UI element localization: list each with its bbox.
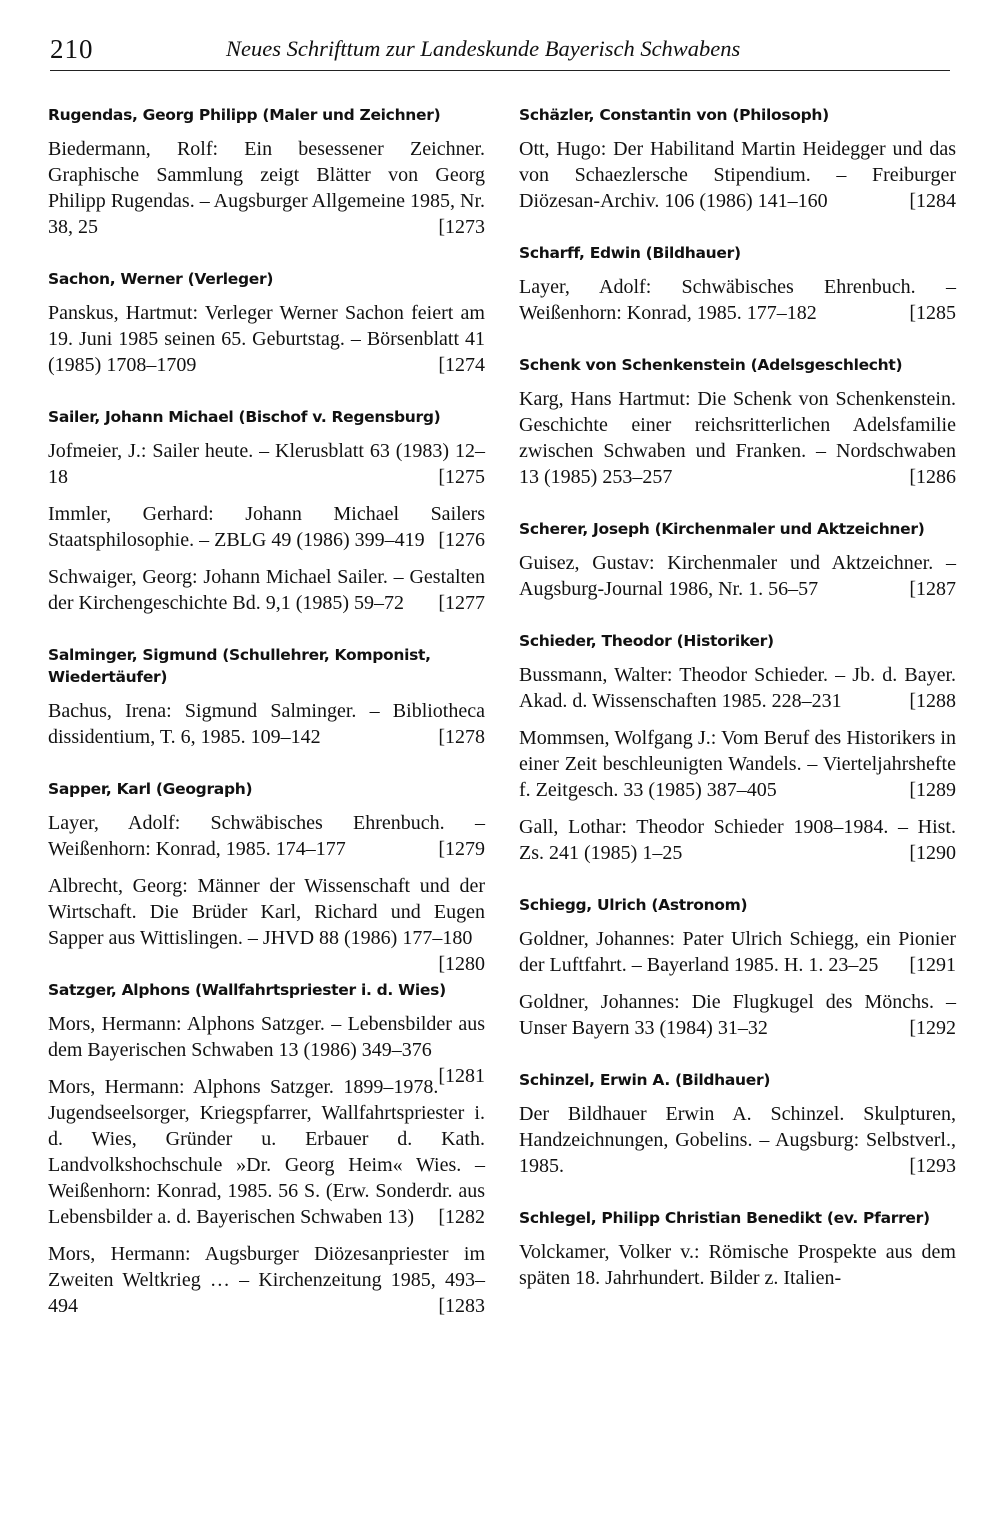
bibliography-entry: [48, 501, 485, 553]
bibliography-entry: [519, 274, 956, 326]
entry-number: [1286: [909, 466, 956, 488]
bibliography-entry: [48, 300, 485, 378]
bibliography-section: [48, 406, 485, 616]
bibliography-entry: [519, 1239, 956, 1291]
bibliography-section: [48, 979, 485, 1319]
entry-text: Panskus, Hartmut: Verleger Werner Sachon feiert am 19. Juni 1985 seinen 65. Geburtstag. – Börsenblatt 41 (1985) 1708–1709: [48, 302, 485, 376]
bibliography-entry: [519, 926, 956, 978]
section-heading: Schenk von Schenkenstein (Adelsgeschlecht): [519, 356, 903, 374]
bibliography-entry: [48, 873, 485, 975]
entry-number: [1273: [438, 216, 485, 238]
bibliography-section: [519, 104, 956, 214]
section-heading: Sapper, Karl (Geograph): [48, 780, 253, 798]
bibliography-section: [519, 354, 956, 490]
entry-number: [1282: [438, 1206, 485, 1228]
entry-text: Mommsen, Wolfgang J.: Vom Beruf des Historikers in einer Zeit beschleunigten Wandels. – Vierteljahrshefte f. Zeitgesch. 33 (1985) 387–405: [519, 727, 956, 801]
entry-text: Immler, Gerhard: Johann Michael Sailers Staatsphilosophie. – ZBLG 49 (1986) 399–419: [48, 503, 485, 551]
entry-number: [1281: [438, 1065, 485, 1087]
section-heading: Schäzler, Constantin von (Philosoph): [519, 106, 829, 124]
entry-text: Goldner, Johannes: Die Flugkugel des Mönchs. – Unser Bayern 33 (1984) 31–32: [519, 991, 956, 1039]
page-number: 210: [50, 34, 94, 64]
entry-text: Bachus, Irena: Sigmund Salminger. – Bibliotheca dissidentium, T. 6, 1985. 109–142: [48, 700, 485, 748]
entry-text: Layer, Adolf: Schwäbisches Ehrenbuch. – Weißenhorn: Konrad, 1985. 177–182: [519, 276, 956, 324]
section-heading: Sailer, Johann Michael (Bischof v. Regensburg): [48, 408, 441, 426]
bibliography-entry: [48, 810, 485, 862]
page-header: [50, 30, 950, 71]
running-title: Neues Schrifttum zur Landeskunde Bayerisch Schwabens: [226, 36, 741, 61]
bibliography-section: [519, 1207, 956, 1291]
bibliography-entry: [519, 814, 956, 866]
entry-text: Goldner, Johannes: Pater Ulrich Schiegg, ein Pionier der Luftfahrt. – Bayerland 1985. H. 1. 23–25: [519, 928, 956, 976]
entry-text: Biedermann, Rolf: Ein besessener Zeichner. Graphische Sammlung zeigt Blätter von Georg Philipp Rugendas. – Augsburger Allgemeine 1985, Nr. 38, 25: [48, 138, 485, 238]
entry-text: Jofmeier, J.: Sailer heute. – Klerusblatt 63 (1983) 12–18: [48, 440, 485, 488]
section-heading: Scherer, Joseph (Kirchenmaler und Aktzeichner): [519, 520, 925, 538]
bibliography-entry: [519, 725, 956, 803]
section-heading: Scharff, Edwin (Bildhauer): [519, 244, 741, 262]
entry-number: [1277: [438, 592, 485, 614]
entry-number: [1290: [909, 842, 956, 864]
entry-text: Schwaiger, Georg: Johann Michael Sailer. – Gestalten der Kirchengeschichte Bd. 9,1 (1985) 59–72: [48, 566, 485, 614]
bibliography-section: [519, 518, 956, 602]
bibliography-section: [519, 894, 956, 1041]
bibliography-section: [48, 644, 485, 750]
entry-number: [1285: [909, 302, 956, 324]
section-heading: Schieder, Theodor (Historiker): [519, 632, 774, 650]
bibliography-entry: [519, 1101, 956, 1179]
bibliography-entry: [48, 1241, 485, 1319]
entry-number: [1292: [909, 1017, 956, 1039]
bibliography-entry: [48, 564, 485, 616]
entry-text: Albrecht, Georg: Männer der Wissenschaft und der Wirtschaft. Die Brüder Karl, Richard und Eugen Sapper aus Wittislingen. – JHVD 88 (1986) 177–180: [48, 875, 485, 949]
bibliography-entry: [48, 136, 485, 240]
entry-number: [1279: [438, 838, 485, 860]
bibliography-entry: [48, 1074, 485, 1230]
entry-number: [1280: [438, 953, 485, 975]
entry-number: [1278: [438, 726, 485, 748]
bibliography-section: [519, 630, 956, 866]
bibliography-entry: [519, 989, 956, 1041]
entry-text: Bussmann, Walter: Theodor Schieder. – Jb. d. Bayer. Akad. d. Wissenschaften 1985. 228–231: [519, 664, 956, 712]
bibliography-entry: [48, 698, 485, 750]
entry-text: Mors, Hermann: Alphons Satzger. 1899–1978. Jugendseelsorger, Kriegspfarrer, Wallfahrtspriester i. d. Wies, Gründer u. Erbauer d. Kath. Landvolkshochschule »Dr. Georg Heim« Wies. – Weißenhorn: Konrad, 1985. 56 S. (Erw. Sonderdr. aus Lebensbilder a. d. Bayerischen Schwaben 13): [48, 1076, 485, 1228]
right-column: [519, 104, 956, 1319]
bibliography-entry: [519, 136, 956, 214]
entry-number: [1274: [438, 354, 485, 376]
entry-number: [1289: [909, 779, 956, 801]
bibliography-entry: [48, 438, 485, 490]
entry-number: [1288: [909, 690, 956, 712]
entry-text: Layer, Adolf: Schwäbisches Ehrenbuch. – Weißenhorn: Konrad, 1985. 174–177: [48, 812, 485, 860]
entry-number: [1283: [438, 1295, 485, 1317]
entry-text: Guisez, Gustav: Kirchenmaler und Aktzeichner. – Augsburg-Journal 1986, Nr. 1. 56–57: [519, 552, 956, 600]
entry-number: [1291: [909, 954, 956, 976]
bibliography-section: [48, 104, 485, 240]
section-heading: Satzger, Alphons (Wallfahrtspriester i. d. Wies): [48, 981, 446, 999]
bibliography-section: [519, 242, 956, 326]
bibliography-section: [519, 1069, 956, 1179]
section-heading: Schinzel, Erwin A. (Bildhauer): [519, 1071, 771, 1089]
section-heading: Rugendas, Georg Philipp (Maler und Zeichner): [48, 106, 441, 124]
left-column: [48, 104, 485, 1347]
section-heading: Sachon, Werner (Verleger): [48, 270, 274, 288]
bibliography-entry: [519, 550, 956, 602]
entry-number: [1293: [909, 1155, 956, 1177]
entry-text: Volckamer, Volker v.: Römische Prospekte aus dem späten 18. Jahrhundert. Bilder z. Italien-: [519, 1241, 956, 1289]
section-heading: Schiegg, Ulrich (Astronom): [519, 896, 748, 914]
entry-number: [1284: [909, 190, 956, 212]
bibliography-section: [48, 268, 485, 378]
entry-text: Der Bildhauer Erwin A. Schinzel. Skulpturen, Handzeichnungen, Gobelins. – Augsburg: Selbstverl., 1985.: [519, 1103, 956, 1177]
entry-text: Ott, Hugo: Der Habilitand Martin Heidegger und das von Schaezlersche Stipendium. – Freiburger Diözesan-Archiv. 106 (1986) 141–160: [519, 138, 956, 212]
section-heading: Salminger, Sigmund (Schullehrer, Komponist, Wiedertäufer): [48, 646, 431, 686]
entry-number: [1276: [438, 529, 485, 551]
entry-text: Mors, Hermann: Augsburger Diözesanpriester im Zweiten Weltkrieg … – Kirchenzeitung 1985, 493–494: [48, 1243, 485, 1317]
bibliography-entry: [519, 662, 956, 714]
bibliography-entry: [48, 1011, 485, 1087]
entry-text: Mors, Hermann: Alphons Satzger. – Lebensbilder aus dem Bayerischen Schwaben 13 (1986) 349–376: [48, 1013, 485, 1061]
entry-number: [1275: [438, 466, 485, 488]
entry-text: Gall, Lothar: Theodor Schieder 1908–1984. – Hist. Zs. 241 (1985) 1–25: [519, 816, 956, 864]
bibliography-section: [48, 778, 485, 975]
section-heading: Schlegel, Philipp Christian Benedikt (ev. Pfarrer): [519, 1209, 930, 1227]
entry-text: Karg, Hans Hartmut: Die Schenk von Schenkenstein. Geschichte einer reichsritterlichen Adelsfamilie zwischen Schwaben und Franken. – Nordschwaben 13 (1985) 253–257: [519, 388, 956, 488]
entry-number: [1287: [909, 578, 956, 600]
bibliography-entry: [519, 386, 956, 490]
